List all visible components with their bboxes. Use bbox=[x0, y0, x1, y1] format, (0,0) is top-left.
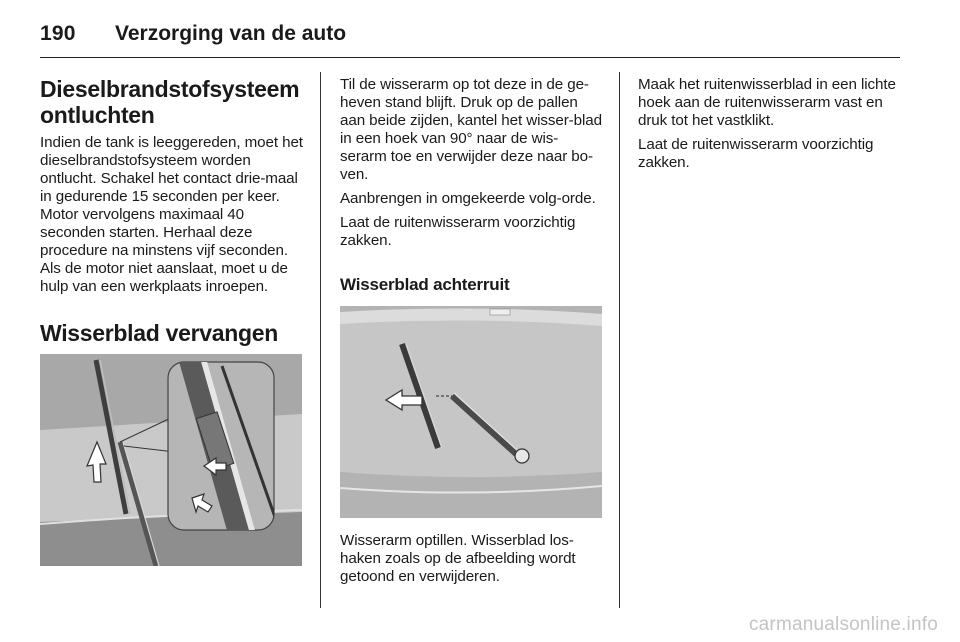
page-number: 190 bbox=[40, 22, 76, 45]
section-title-diesel bbox=[40, 76, 304, 128]
rear-wiper-illustration bbox=[340, 306, 602, 518]
lift-wiper-paragraph: Til de wisserarm op tot deze in de ge-heven stand blijft. Druk op de pallen aan beide zijden, kantel het wisser-blad in een hoek van 90° naar de wis-serarm toe en verwijder deze naar bo-ven. bbox=[340, 76, 602, 183]
diesel-paragraph: Indien de tank is leeggereden, moet het dieselbrandstofsysteem worden ontlucht. Schakel het contact drie-maal in gedurende 15 seconden per keer. Motor vervolgens maximaal 40 seconden starten. Herhaal deze procedure na minstens vijf seconden. Als de motor niet aanslaat, moet u de hulp van een werkplaats inroepen. bbox=[40, 134, 303, 295]
section-title-diesel-line1: Dieselbrandstofsysteem bbox=[40, 76, 300, 102]
column-2 bbox=[340, 76, 604, 586]
column-divider-1 bbox=[320, 72, 321, 608]
reverse-order-paragraph: Aanbrengen in omgekeerde volg-orde. bbox=[340, 190, 596, 207]
column-1 bbox=[40, 76, 304, 566]
page-header-title: Verzorging van de auto bbox=[115, 22, 347, 45]
section-title-wiper: Wisserblad vervangen bbox=[40, 320, 278, 346]
watermark: carmanualsonline.info bbox=[748, 614, 938, 635]
section-title-diesel-line2: ontluchten bbox=[40, 102, 155, 128]
page-header bbox=[40, 18, 900, 58]
wiper-replacement-illustration bbox=[40, 354, 302, 566]
brake-light bbox=[490, 309, 510, 315]
attach-blade-paragraph: Maak het ruitenwisserblad in een lichte hoek aan de ruitenwisserarm vast en druk tot het vastklikt. bbox=[638, 76, 896, 129]
lower-arm-paragraph: Laat de ruitenwisserarm voorzichtig zakken. bbox=[340, 214, 576, 249]
rear-window-glass bbox=[340, 312, 602, 477]
subsection-title-rear-wiper: Wisserblad achterruit bbox=[340, 275, 510, 294]
lower-arm-paragraph-2: Laat de ruitenwisserarm voorzichtig zakken. bbox=[638, 136, 874, 171]
column-3 bbox=[638, 76, 902, 172]
rear-wiper-pivot bbox=[515, 449, 529, 463]
unhook-blade-paragraph: Wisserarm optillen. Wisserblad los-haken zoals op de afbeelding wordt getoond en verwijderen. bbox=[340, 532, 576, 585]
column-divider-2 bbox=[619, 72, 620, 608]
